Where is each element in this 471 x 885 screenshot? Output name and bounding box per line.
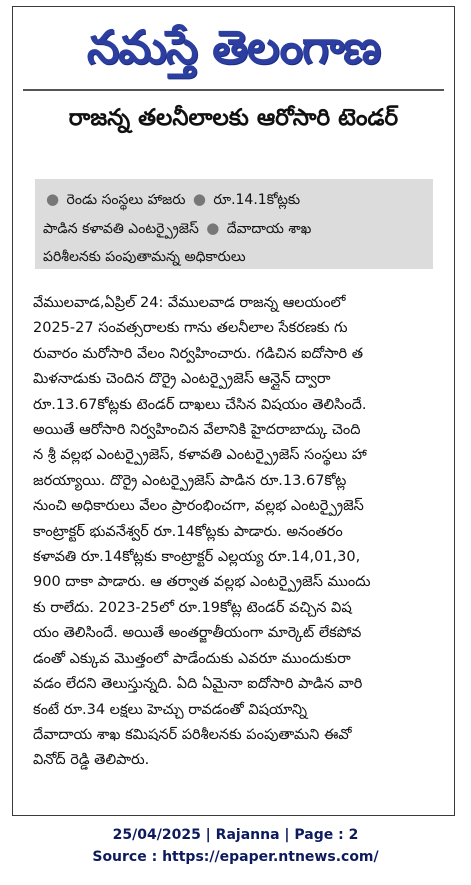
article-line: 2025-27 సంవత్సరాలకు గాను తలనీలాల సేకరణకు గు [33, 320, 348, 337]
article-line: న శ్రీ వల్లభ ఎంటర్ప్రైజెస్, కళావతి ఎంటర్ప్రైజెస్ సంస్థలు హా [33, 447, 367, 464]
footer-source-link[interactable]: Source : https://epaper.ntnews.com/ [92, 849, 379, 865]
article-headline: రాజన్న తలనీలాలకు ఆరోసారి టెండర్ [68, 105, 399, 131]
highlight-item: పరిశీలనకు పంపుతామన్న అధికారులు [43, 249, 246, 265]
article-line: 900 దాకా పాడారు. ఆ తర్వాత వల్లభ ఎంటర్ప్రైజెస్ ముందు [33, 574, 371, 591]
article-line: కు రాలేదు. 2023-25లో రూ.19కోట్ల టెండర్ వచ్చిన విష [33, 599, 352, 616]
article-line: డంతో ఎక్కువ మొత్తంలో పాడేందుకు ఎవరూ ముందుకురా [33, 650, 351, 667]
highlights-box [35, 179, 433, 269]
article-line: అయితే ఆరోసారి నిర్వహించిన వేలానికి హైదరాబాద్కు చెంది [33, 422, 361, 439]
bullet-icon: ● [192, 190, 206, 208]
article-line: దేవాదాయ శాఖ కమిషనర్ పరిశీలనకు పంపుతామని ఈవో [33, 726, 352, 743]
footer-meta: 25/04/2025 | Rajanna | Page : 2 [112, 827, 359, 843]
bullet-icon: ● [46, 190, 60, 208]
highlight-item: పాడిన కళావతి ఎంటర్ప్రైజెస్ [43, 221, 199, 237]
article-line: జరయ్యాయి. దొర్రై ఎంటర్ప్రైజెస్ పాడిన రూ.13.67కోట్ల [33, 472, 347, 489]
highlight-item: దేవాదాయ శాఖ [226, 221, 312, 237]
article-line: యం తెలిసిందే. అయితే అంతర్జాతీయంగా మార్కెట్ లేకపోవ [33, 625, 362, 642]
highlight-line [43, 214, 425, 243]
newspaper-masthead [13, 7, 454, 87]
masthead-logo-text: నమస్తే తెలంగాణ [86, 20, 381, 74]
source-footer [0, 824, 471, 868]
bullet-icon: ● [206, 219, 220, 237]
divider [23, 89, 444, 91]
highlight-line [43, 243, 425, 271]
article-line: రువారం మరోసారి వేలం నిర్వహించారు. గడిచిన ఐదోసారి త [33, 345, 364, 362]
article-line: కంటే రూ.34 లక్షలు హెచ్చు రావడంతో విషయాన్ని [33, 701, 308, 718]
article-body [33, 291, 438, 774]
article-line: వేములవాడ,ఏప్రిల్ 24: వేములవాడ రాజన్న ఆలయంలో [33, 295, 346, 311]
article-line: రూ.13.67కోట్లకు టెండర్ దాఖలు చేసిన విషయం తెలిసిందే. [33, 396, 367, 413]
highlight-item: రెండు సంస్థలు హాజరు [66, 192, 186, 208]
highlight-line [43, 185, 425, 214]
highlight-item: రూ.14.1కోట్లకు [213, 192, 301, 208]
article-line: కాంట్రాక్టర్ భువనేశ్వర్ రూ.14కోట్లకు పాడారు. అనంతరం [33, 523, 343, 540]
article-line: నుంచి అధికారులు వేలం ప్రారంభించగా, వల్లభ ఎంటర్ప్రైజెస్ [33, 498, 364, 515]
article-line: వడం లేదని తెలుస్తున్నది. ఏది ఏమైనా ఐదోసారి పాడిన వారి [33, 676, 363, 693]
article-line: కళావతి రూ.14కోట్లకు కాంట్రాక్టర్ ఎల్లయ్య రూ.14,01,30, [33, 549, 361, 566]
news-clipping [12, 6, 455, 816]
article-line: మిళనాడుకు చెందిన దొర్రై ఎంటర్ప్రైజెస్ ఆన్లైన్ ద్వారా [33, 371, 331, 388]
article-line: వినోద్ రెడ్డి తెలిపారు. [33, 752, 150, 769]
